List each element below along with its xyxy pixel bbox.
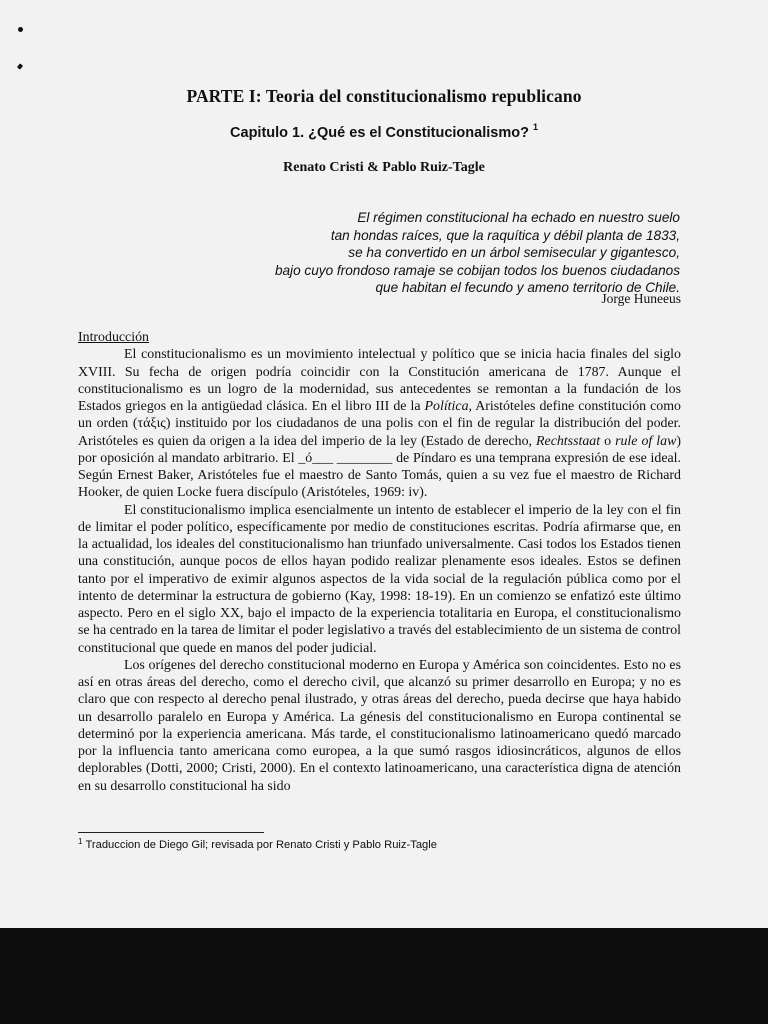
body-text <box>78 329 681 795</box>
footnote-marker: 1 <box>78 837 83 846</box>
paragraph-2: El constitucionalismo implica esencialmente un intento de establecer el imperio de la ley con el fin de limitar el poder político, específicamente por medio de constituciones escritas. Podría afirmarse que, en la actualidad, los ideales del constitucionalismo han triunfado universalmente. Casi todos los Estados tienen una constitución, aunque pocos de ellos hayan podido realizar plenamente esos ideales. Estos se definen tanto por el imperativo de eximir algunos aspectos de la vida social de la regulación pública como por el intento de determinar la estructura de gobierno (Kay, 1998: 18-19). En un comienzo se enfatizó este último aspecto. Pero en el siglo XX, bajo el impacto de la experiencia totalitaria en Europa, el constitucionalismo se ha centrado en la tarea de limitar el poder legislativo a través del establecimiento de un sistema de control constitucional que quede en manos del poder judicial. <box>78 502 681 656</box>
epigraph-line: que habitan el fecundo y ameno territorio de Chile. <box>375 280 680 295</box>
section-heading: Introducción <box>78 330 149 345</box>
epigraph-line: tan hondas raíces, que la raquítica y débil planta de 1833, <box>330 227 680 243</box>
paragraph-text: El constitucionalismo es un movimiento intelectual y político que se inicia hacia finales del siglo XVIII. Su fecha de origen podría coincidir con la Constitución americana de 1787. Aunque el constitucionalismo es un logro de la modernidad, sus antecedentes se remontan a la fundación de los Estados griegos en la antigüedad clásica. En el libro III de la <box>78 347 681 414</box>
epigraph-line: bajo cuyo frondoso ramaje se cobijan todos los buenos ciudadanos <box>274 262 680 278</box>
chapter-title: Capitulo 1. ¿Qué es el Constitucionalismo? <box>230 125 529 141</box>
italic-term: Rechtsstaat <box>536 433 601 449</box>
footnote-text: Traduccion de Diego Gil; revisada por Renato Cristi y Pablo Ruiz-Tagle <box>85 839 437 851</box>
epigraph-author: Jorge Huneeus <box>601 291 681 306</box>
footnote <box>78 837 698 851</box>
authors-line: Renato Cristi & Pablo Ruiz-Tagle <box>283 160 485 175</box>
scan-mark-tick <box>17 63 23 69</box>
chapter-heading <box>0 122 768 141</box>
chapter-footnote-ref: 1 <box>532 122 538 132</box>
paragraph-text: o <box>600 433 616 449</box>
epigraph-line: El régimen constitucional ha echado en nuestro suelo <box>357 210 680 225</box>
scan-mark-dot <box>18 27 23 32</box>
paragraph-3: Los orígenes del derecho constitucional moderno en Europa y América son coincidentes. Esto no es así en otras áreas del derecho, como el derecho civil, que alcanzó su primer desarrollo en Europa; y no es claro que con respecto al derecho penal ilustrado, y otras áreas del derecho, pueda decirse que haya habido un desarrollo paralelo en Europa y América. La génesis del constitucionalismo en Europa continental se determinó por la experiencia americana. Más tarde, el constitucionalismo latinoamericano quedó marcado por la influencia tanto americana como europea, a la que sumó rasgos idiosincráticos, algunos de ellos deplorables (Dotti, 2000; Cristi, 2000). En el contexto latinoamericano, una característica digna de atención en su desarrollo constitucional ha sido <box>78 657 681 794</box>
paragraph-text: , Aristóteles define constitución como un orden (τάξις) instituido por los ciudadanos de una polis con el fin de regular la distribución del poder. Aristóteles es quien da origen a la idea del imperio de la ley (Estado de derecho, <box>78 399 681 449</box>
epigraph <box>160 209 680 297</box>
page-title: PARTE I: Teoria del constitucionalismo republicano <box>186 86 582 106</box>
epigraph-line: se ha convertido en un árbol semisecular y gigantesco, <box>348 245 680 260</box>
paragraph-text: ) por oposición al mandato arbitrario. El _ó___ ________ de Píndaro es una temprana expresión de ese ideal. Según Ernest Baker, Aristóteles fue el maestro de Santo Tomás, quien a su vez fue el maestro de Richard Hooker, de quien Locke fuera discípulo (Aristóteles, 1969: iv). <box>78 433 681 501</box>
italic-term: Política <box>424 399 469 414</box>
footnote-divider <box>78 832 264 833</box>
paragraph-1 <box>78 346 681 501</box>
scan-bottom-border <box>0 928 768 1024</box>
italic-term: rule of law <box>615 433 677 449</box>
